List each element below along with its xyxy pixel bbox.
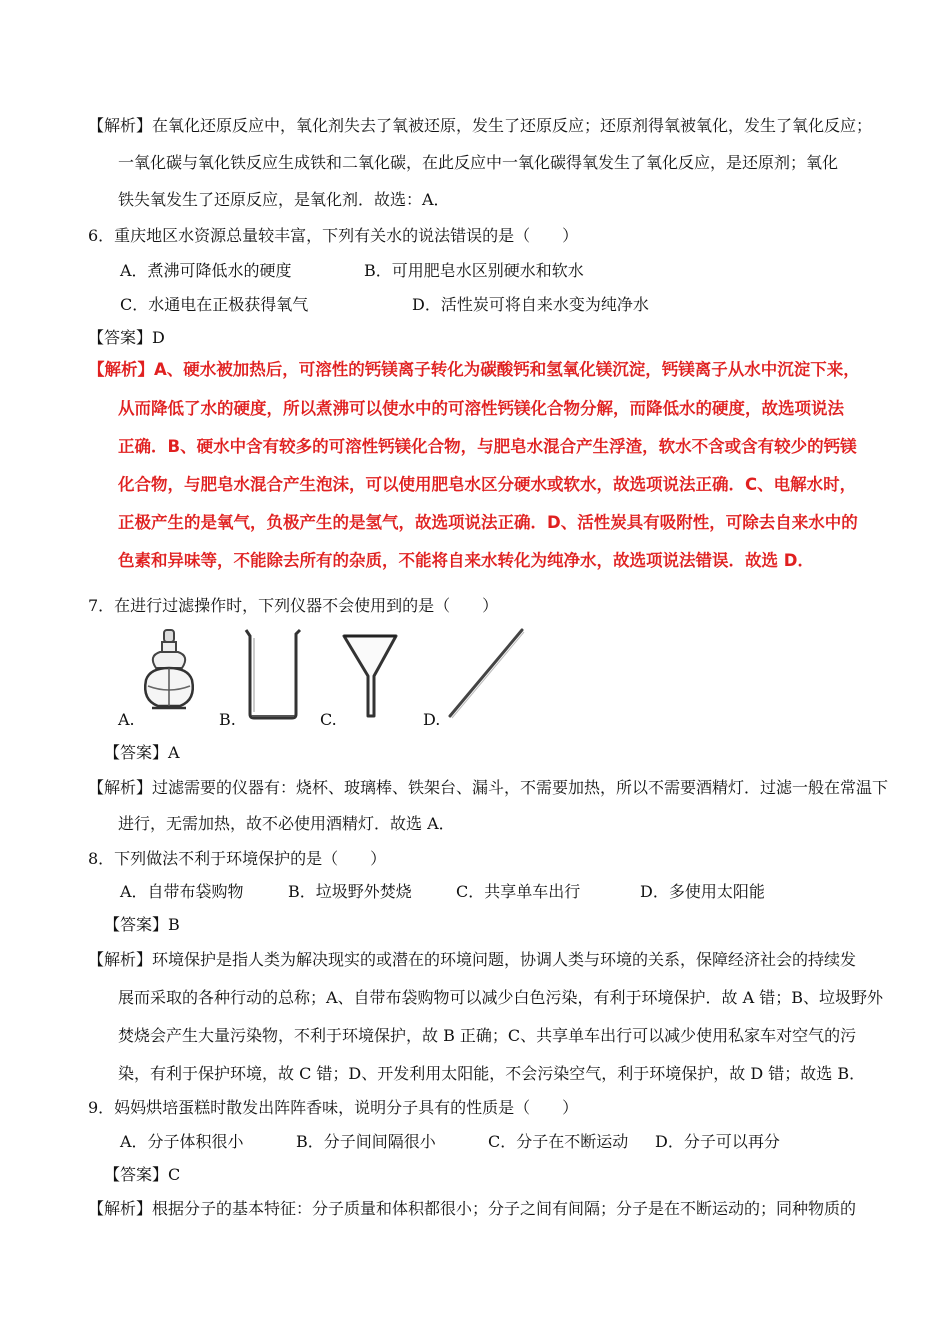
- alcohol-lamp-figure: [138, 628, 200, 718]
- q9-analysis-line-1: 【解析】根据分子的基本特征：分子质量和体积都很小；分子之间有间隔；分子是在不断运动的；同种物质的: [88, 1199, 857, 1218]
- q7-label-a: A.: [118, 710, 135, 729]
- q5-analysis-line-1: 【解析】在氧化还原反应中，氧化剂失去了氧被还原，发生了还原反应；还原剂得氧被氧化，发生了氧化反应；: [88, 116, 873, 135]
- q8-option-b: B．垃圾野外焚烧: [288, 882, 412, 901]
- q9-question: 9．妈妈烘培蛋糕时散发出阵阵香味，说明分子具有的性质是（ ）: [88, 1098, 579, 1117]
- q6-analysis-line-6: 色素和异味等，不能除去所有的杂质，不能将自来水转化为纯净水，故选项说法错误．故选 D．: [118, 551, 814, 570]
- funnel-figure: [340, 626, 400, 720]
- q9-option-c: C．分子在不断运动: [488, 1132, 629, 1151]
- q7-label-c: C.: [320, 710, 337, 729]
- q9-answer: 【答案】C: [104, 1165, 181, 1184]
- q7-label-d: D.: [423, 710, 441, 729]
- q8-question: 8．下列做法不利于环境保护的是（ ）: [88, 849, 387, 868]
- q6-option-b: B．可用肥皂水区别硬水和软水: [364, 261, 584, 280]
- q9-option-d: D．分子可以再分: [655, 1132, 780, 1151]
- q6-analysis-line-5: 正极产生的是氧气，负极产生的是氢气，故选项说法正确．D、活性炭具有吸附性，可除去自来水中的: [118, 513, 858, 532]
- q6-option-d: D．活性炭可将自来水变为纯净水: [412, 295, 649, 314]
- q6-analysis-line-2: 从而降低了水的硬度，所以煮沸可以使水中的可溶性钙镁化合物分解，而降低水的硬度，故选项说法: [118, 399, 844, 418]
- q7-analysis-line-2: 进行，无需加热，故不必使用酒精灯．故选 A．: [118, 814, 455, 833]
- q7-question: 7．在进行过滤操作时，下列仪器不会使用到的是（ ）: [88, 596, 499, 615]
- q7-answer: 【答案】A: [104, 743, 180, 762]
- q6-answer: 【答案】D: [88, 328, 165, 347]
- q8-analysis-line-4: 染，有利于保护环境，故 C 错；D、开发利用太阳能，不会污染空气，利于环境保护，故 D 错；故选 B．: [118, 1064, 866, 1083]
- q6-question: 6．重庆地区水资源总量较丰富，下列有关水的说法错误的是（ ）: [88, 226, 579, 245]
- q6-analysis-line-4: 化合物，与肥皂水混合产生泡沫，可以使用肥皂水区分硬水或软水，故选项说法正确．C、电解水时，: [118, 475, 857, 494]
- q9-option-a: A．分子体积很小: [120, 1132, 244, 1151]
- q8-option-d: D．多使用太阳能: [640, 882, 765, 901]
- q8-option-c: C．共享单车出行: [456, 882, 581, 901]
- q5-analysis-line-2: 一氧化碳与氧化铁反应生成铁和二氧化碳，在此反应中一氧化碳得氧发生了氧化反应，是还原剂；氧化: [118, 153, 839, 172]
- beaker-figure: [240, 626, 304, 722]
- q8-answer: 【答案】B: [104, 915, 180, 934]
- glass-rod-figure: [442, 624, 528, 722]
- q6-analysis-line-1: 【解析】A、硬水被加热后，可溶性的钙镁离子转化为碳酸钙和氢氧化镁沉淀，钙镁离子从水中沉淀下来，: [88, 360, 860, 379]
- q5-analysis-line-3: 铁失氧发生了还原反应，是氧化剂．故选：A．: [118, 190, 450, 209]
- q7-analysis-line-1: 【解析】过滤需要的仪器有：烧杯、玻璃棒、铁架台、漏斗，不需要加热，所以不需要酒精灯．过滤一般在常温下: [88, 778, 889, 797]
- q6-option-a: A．煮沸可降低水的硬度: [120, 261, 292, 280]
- q8-option-a: A．自带布袋购物: [120, 882, 244, 901]
- q8-analysis-line-3: 焚烧会产生大量污染物，不利于环境保护，故 B 正确；C、共享单车出行可以减少使用私家车对空气的污: [118, 1026, 857, 1045]
- q8-analysis-line-1: 【解析】环境保护是指人类为解决现实的或潜在的环境问题，协调人类与环境的关系，保障经济社会的持续发: [88, 950, 857, 969]
- q7-label-b: B.: [219, 710, 236, 729]
- q6-option-c: C．水通电在正极获得氧气: [120, 295, 309, 314]
- q6-analysis-line-3: 正确．B、硬水中含有较多的可溶性钙镁化合物，与肥皂水混合产生浮渣，软水不含或含有较少的钙镁: [118, 437, 857, 456]
- q9-option-b: B．分子间间隔很小: [296, 1132, 436, 1151]
- q8-analysis-line-2: 展而采取的各种行动的总称；A、自带布袋购物可以减少白色污染，有利于环境保护．故 A 错；B、垃圾野外: [118, 988, 884, 1007]
